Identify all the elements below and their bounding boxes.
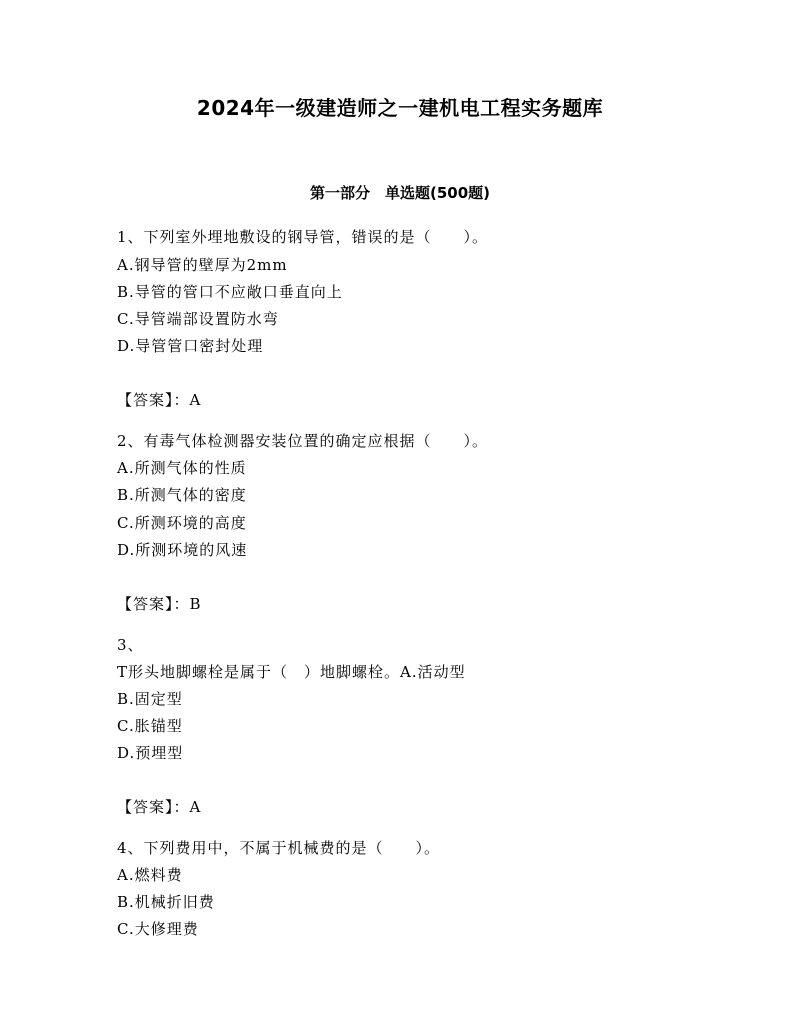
question-2-option-a: A.所测气体的性质: [117, 459, 247, 477]
question-1-option-c: C.导管端部设置防水弯: [117, 310, 279, 328]
document-title: 2024年一级建造师之一建机电工程实务题库: [196, 96, 604, 120]
question-1-answer: 【答案】：A: [117, 391, 202, 409]
question-1-option-d: D.导管管口密封处理: [117, 337, 264, 355]
question-2-option-c: C.所测环境的高度: [117, 514, 247, 532]
question-1-option-a: A.钢导管的壁厚为2mm: [117, 256, 288, 274]
question-2-option-d: D.所测环境的风速: [117, 541, 248, 559]
question-4-option-c: C.大修理费: [117, 920, 199, 938]
question-1-stem: 1、下列室外埋地敷设的钢导管，错误的是（ ）。: [117, 228, 489, 246]
question-2-option-b: B.所测气体的密度: [117, 486, 247, 504]
question-3-option-b: B.固定型: [117, 690, 183, 708]
question-3-answer: 【答案】：A: [117, 798, 202, 816]
question-3-number: 3、: [117, 636, 144, 654]
question-3-option-c: C.胀锚型: [117, 717, 183, 735]
section-heading: 第一部分 单选题(500题): [309, 184, 491, 202]
question-2-answer: 【答案】：B: [117, 595, 202, 613]
question-2-stem: 2、有毒气体检测器安装位置的确定应根据（ ）。: [117, 432, 489, 450]
question-4-option-b: B.机械折旧费: [117, 893, 215, 911]
question-3-option-d: D.预埋型: [117, 744, 184, 762]
question-4-stem: 4、下列费用中，不属于机械费的是（ ）。: [117, 839, 441, 857]
question-3-stem: T形头地脚螺栓是属于（ ）地脚螺栓。A.活动型: [117, 663, 466, 681]
question-4-option-a: A.燃料费: [117, 866, 183, 884]
question-1-option-b: B.导管的管口不应敞口垂直向上: [117, 283, 343, 301]
